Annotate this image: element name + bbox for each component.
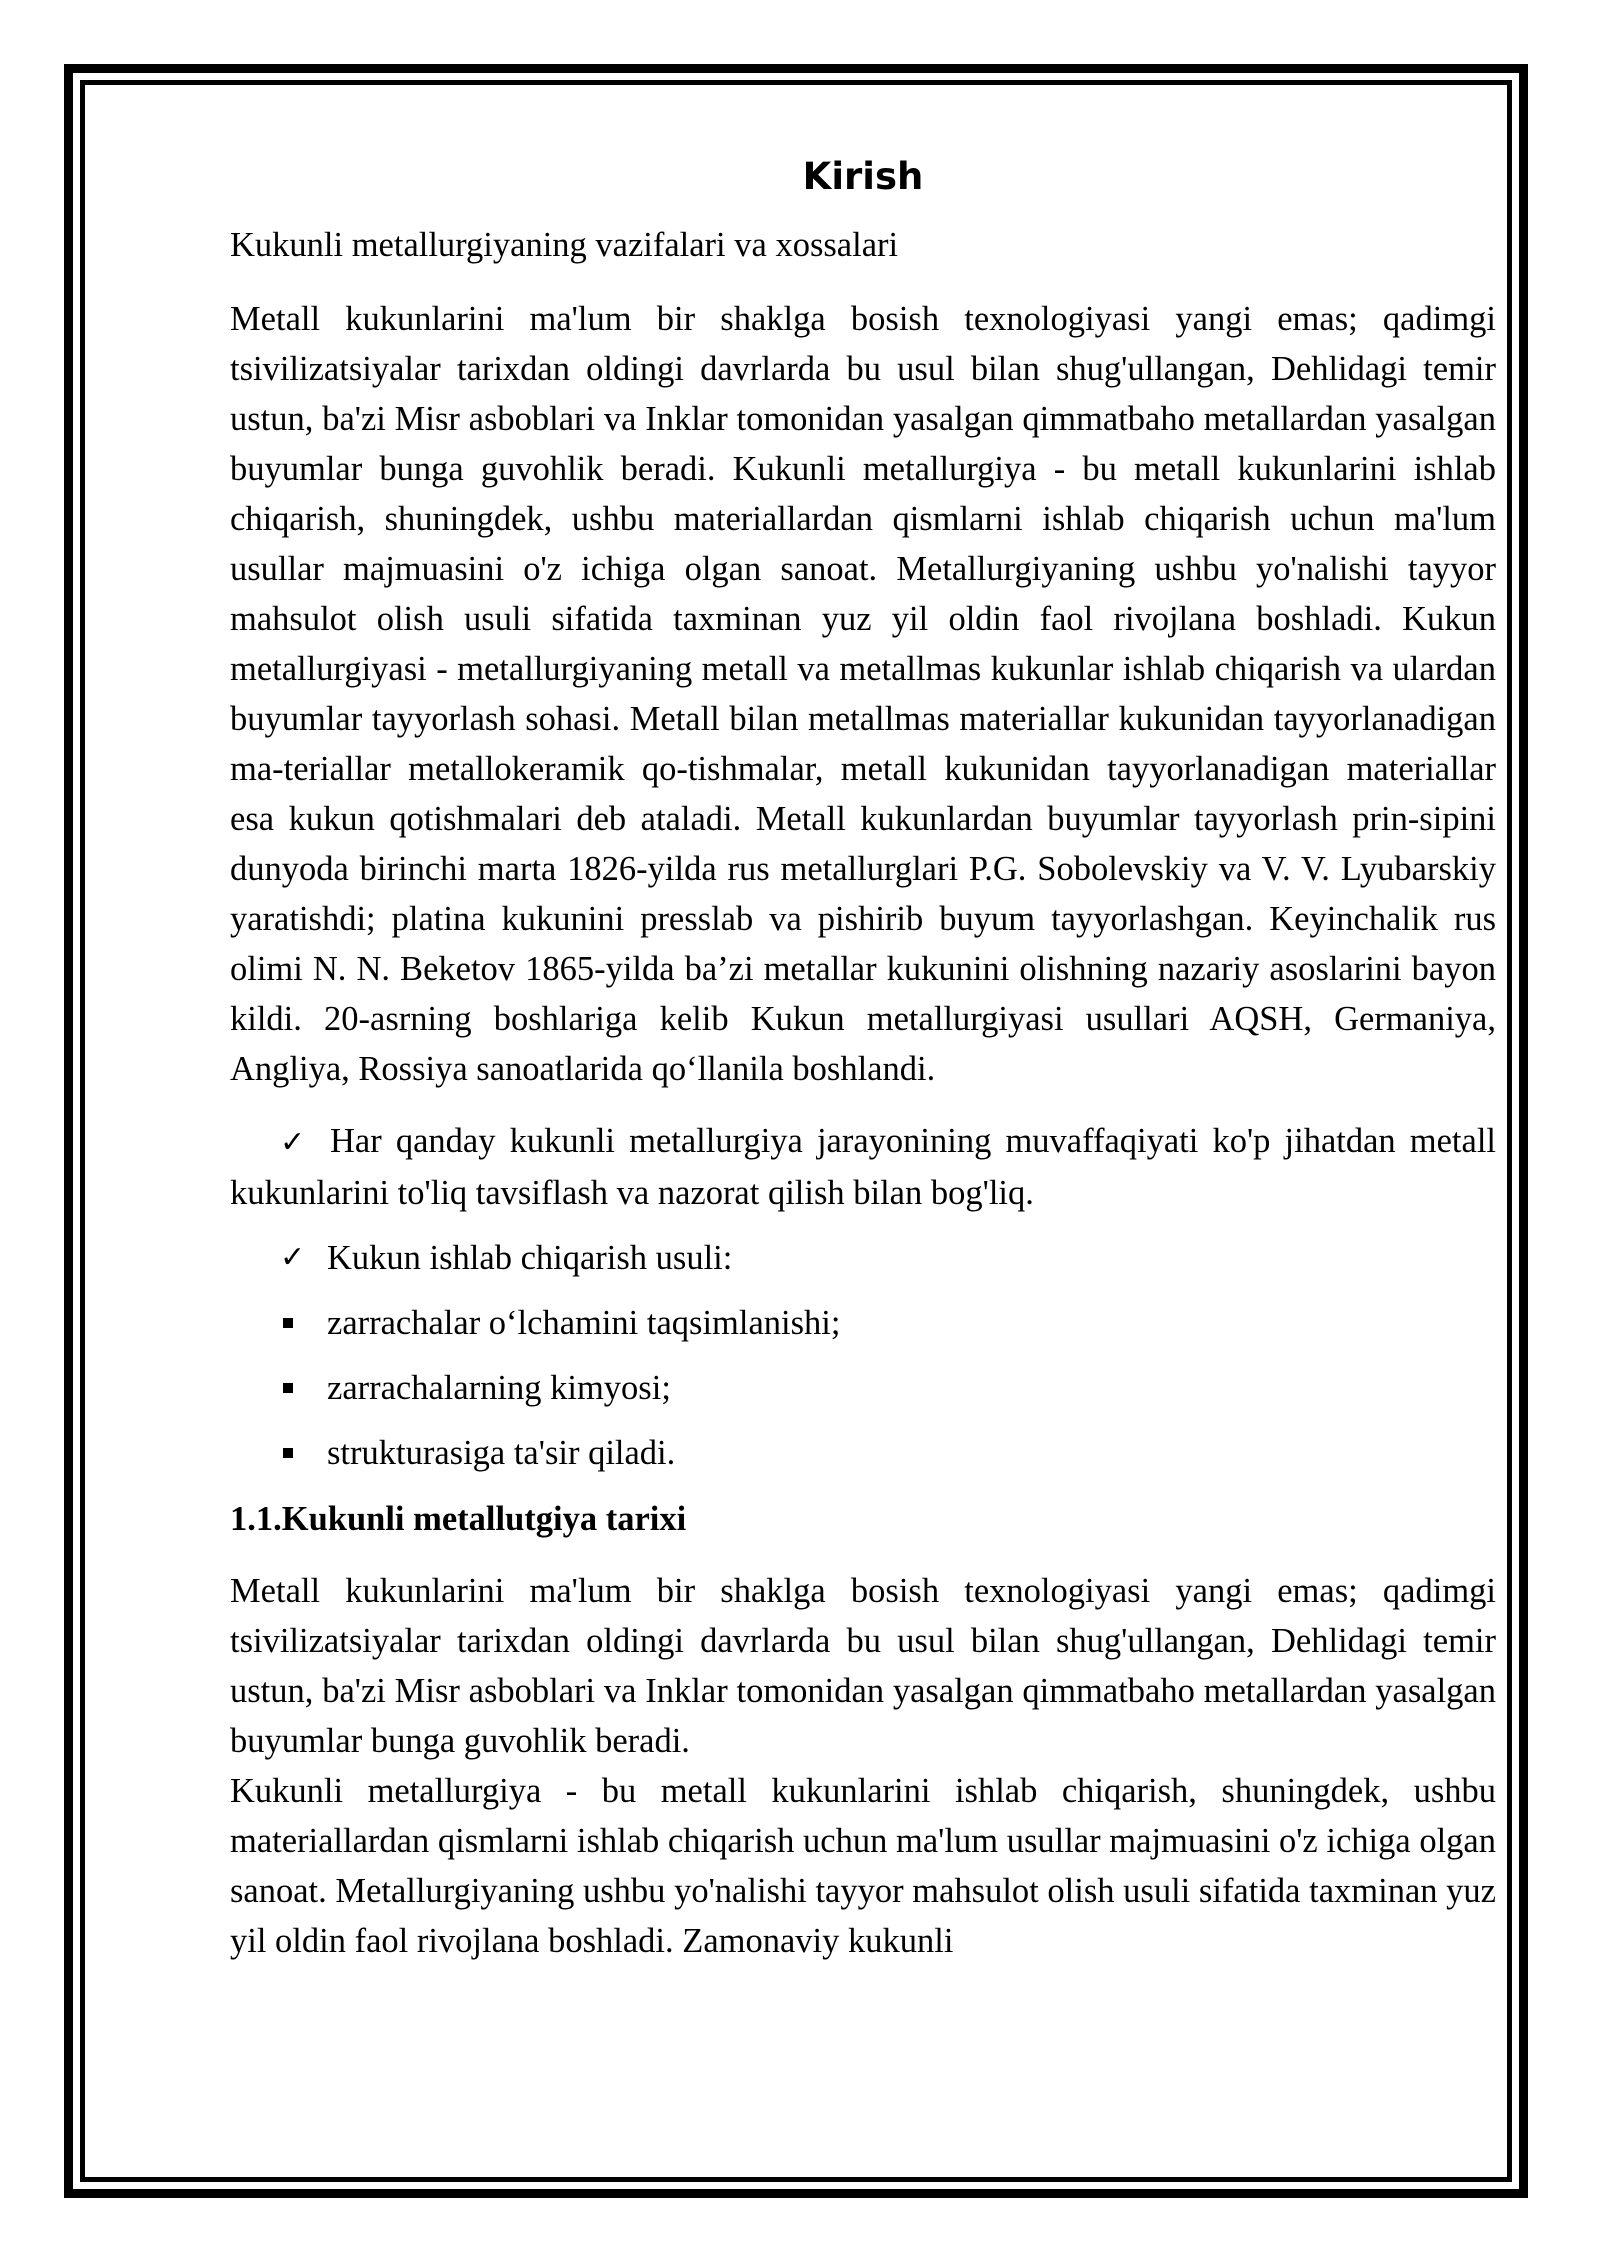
square-bullet-icon [283,1318,293,1328]
paragraph-intro: Metall kukunlarini ma'lum bir shaklga bosish texnologiyasi yangi emas; qadimgi tsivilizatsiyalar tarixdan oldingi davrlarda bu usul bilan shug'ullangan, Dehlidagi temir ustun, ba'zi Misr asboblari va Inklar tomonidan yasalgan qimmatbaho metallardan yasalgan buyumlar bunga guvohlik beradi. Kukunli metallurgiya - bu metall kukunlarini ishlab chiqarish, shuningdek, ushbu materiallardan qismlarni ishlab chiqarish uchun ma'lum usullar majmuasini o'z ichiga olgan sanoat. Metallurgiyaning ushbu yo'nalishi tayyor mahsulot olish usuli sifatida taxminan yuz yil oldin faol rivojlana boshladi. Kukun metallurgiyasi - metallurgiyaning metall va metallmas kukunlar ishlab chiqarish va ulardan buyumlar tayyorlash sohasi. Metall bilan metallmas materiallar kukunidan tayyorlanadigan ma-teriallar metallokeramik qo-tishmalar, metall kukunidan tayyorlanadigan materiallar esa kukun qotishmalari deb ataladi. Metall kukunlardan buyumlar tayyorlash prin-sipini dunyoda birinchi marta 1826-yilda rus metallurglari P.G. Sobolevskiy va V. V. Lyubarskiy yaratishdi; platina kukunini presslab va pishirib buyum tayyorlashgan. Keyinchalik rus olimi N. N. Beketov 1865-yilda ba’zi metallar kukunini olishning nazariy asoslarini bayon kildi. 20-asrning boshlariga kelib Kukun metallurgiyasi usullari AQSH, Germaniya, Angliya, Rossiya sanoatlarida qo‘llanila boshlandi. [230,300,1496,1088]
list-item-text: zarrachalarning kimyosi; [327,1369,671,1407]
section-heading: 1.1.Kukunli metallutgiya tarixi [230,1500,687,1538]
list-item-text: zarrachalar o‘lchamini taqsimlanishi; [327,1304,841,1342]
check-item-text: Har qanday kukunli metallurgiya jarayonining muvaffaqiyati ko'p jihatdan metall kukunlarini to'liq tavsiflash va nazorat qilish bilan bog'liq. [230,1122,1496,1212]
list-item [230,1298,1496,1348]
square-bullet-icon [283,1448,293,1458]
paragraph-history-1: Metall kukunlarini ma'lum bir shaklga bosish texnologiyasi yangi emas; qadimgi tsivilizatsiyalar tarixdan oldingi davrlarda bu usul bilan shug'ullangan, Dehlidagi temir ustun, ba'zi Misr asboblari va Inklar tomonidan yasalgan qimmatbaho metallardan yasalgan buyumlar bunga guvohlik beradi. [230,1572,1496,1760]
checkmark-icon: ✓ [280,1240,306,1275]
check-item-text: Kukun ishlab chiqarish usuli: [327,1239,733,1277]
list-item [230,1363,1496,1413]
subtitle: Kukunli metallurgiyaning vazifalari va xossalari [230,226,899,264]
paragraph-history-2: Kukunli metallurgiya - bu metall kukunlarini ishlab chiqarish, shuningdek, ushbu materiallardan qismlarni ishlab chiqarish uchun ma'lum usullar majmuasini o'z ichiga olgan sanoat. Metallurgiyaning ushbu yo'nalishi tayyor mahsulot olish usuli sifatida taxminan yuz yil oldin faol rivojlana boshladi. Zamonaviy kukunli [230,1772,1496,1960]
list-item-text: strukturasiga ta'sir qiladi. [327,1434,676,1472]
list-item [230,1428,1496,1478]
page-title: Kirish [802,155,924,198]
document-body [230,148,1496,1966]
check-item-2 [230,1233,1496,1283]
check-item-1 [230,1116,1496,1218]
checkmark-icon: ✓ [280,1125,306,1160]
square-bullet-icon [283,1383,293,1393]
